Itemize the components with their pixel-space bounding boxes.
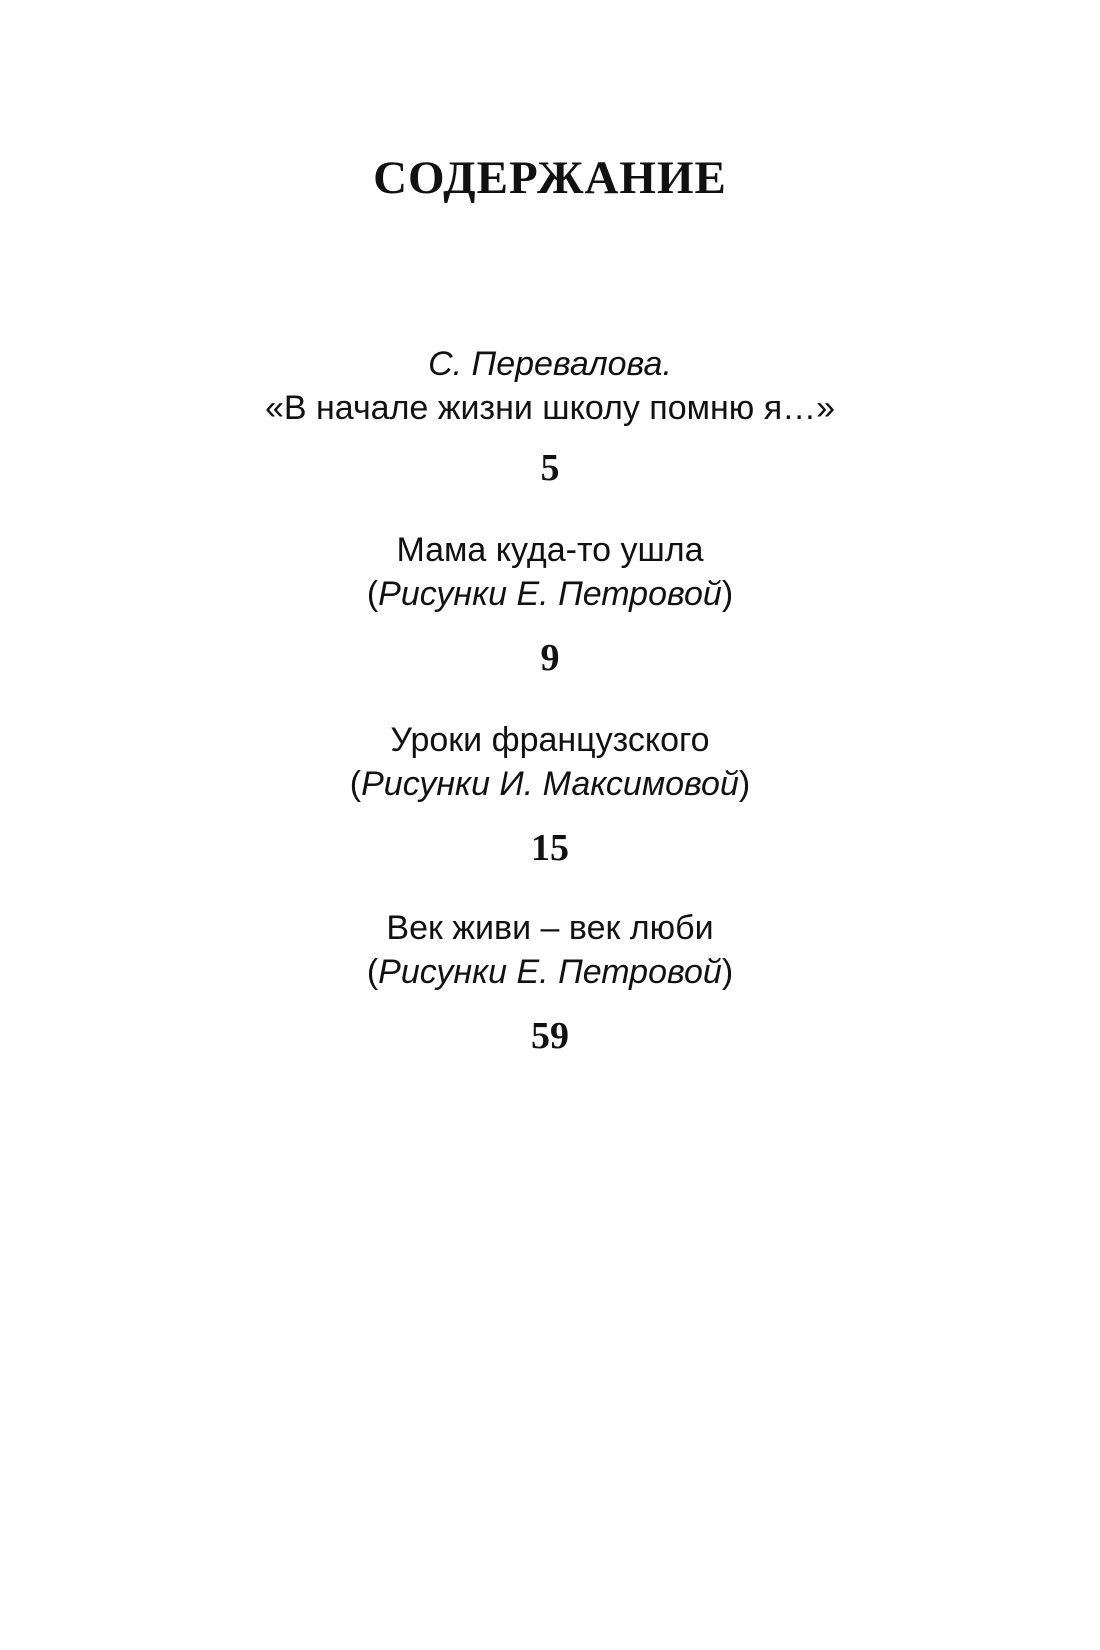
paren-open: ( [366, 575, 379, 613]
paren-close: ) [738, 765, 751, 803]
entry-page-number: 59 [531, 1015, 569, 1057]
toc-entry [0, 718, 1100, 806]
paren-open: ( [366, 953, 379, 991]
paren-open: ( [349, 765, 362, 803]
entry-illustrator: Рисунки И. Максимовой [361, 765, 739, 803]
entry-title: «В начале жизни школу помню я…» [264, 389, 836, 427]
entry-illustrator: Рисунки Е. Петровой [378, 575, 722, 613]
entry-page-number: 15 [531, 827, 569, 869]
entry-illustrator-line [0, 950, 1100, 994]
toc-entry [0, 906, 1100, 994]
paren-close: ) [721, 953, 734, 991]
entry-page-number: 9 [540, 637, 560, 679]
entry-title: Уроки французского [390, 721, 710, 759]
entry-illustrator-line [0, 572, 1100, 616]
toc-entry [0, 528, 1100, 616]
toc-heading: СОДЕРЖАНИЕ [373, 152, 727, 204]
entry-page-number: 5 [540, 447, 560, 489]
entry-title: Век живи – век люби [386, 909, 714, 947]
entry-author: С. Перевалова. [428, 345, 672, 383]
paren-close: ) [721, 575, 734, 613]
entry-title: Мама куда-то ушла [396, 531, 704, 569]
entry-illustrator: Рисунки Е. Петровой [378, 953, 722, 991]
entry-illustrator-line [0, 762, 1100, 806]
toc-entry [0, 342, 1100, 430]
